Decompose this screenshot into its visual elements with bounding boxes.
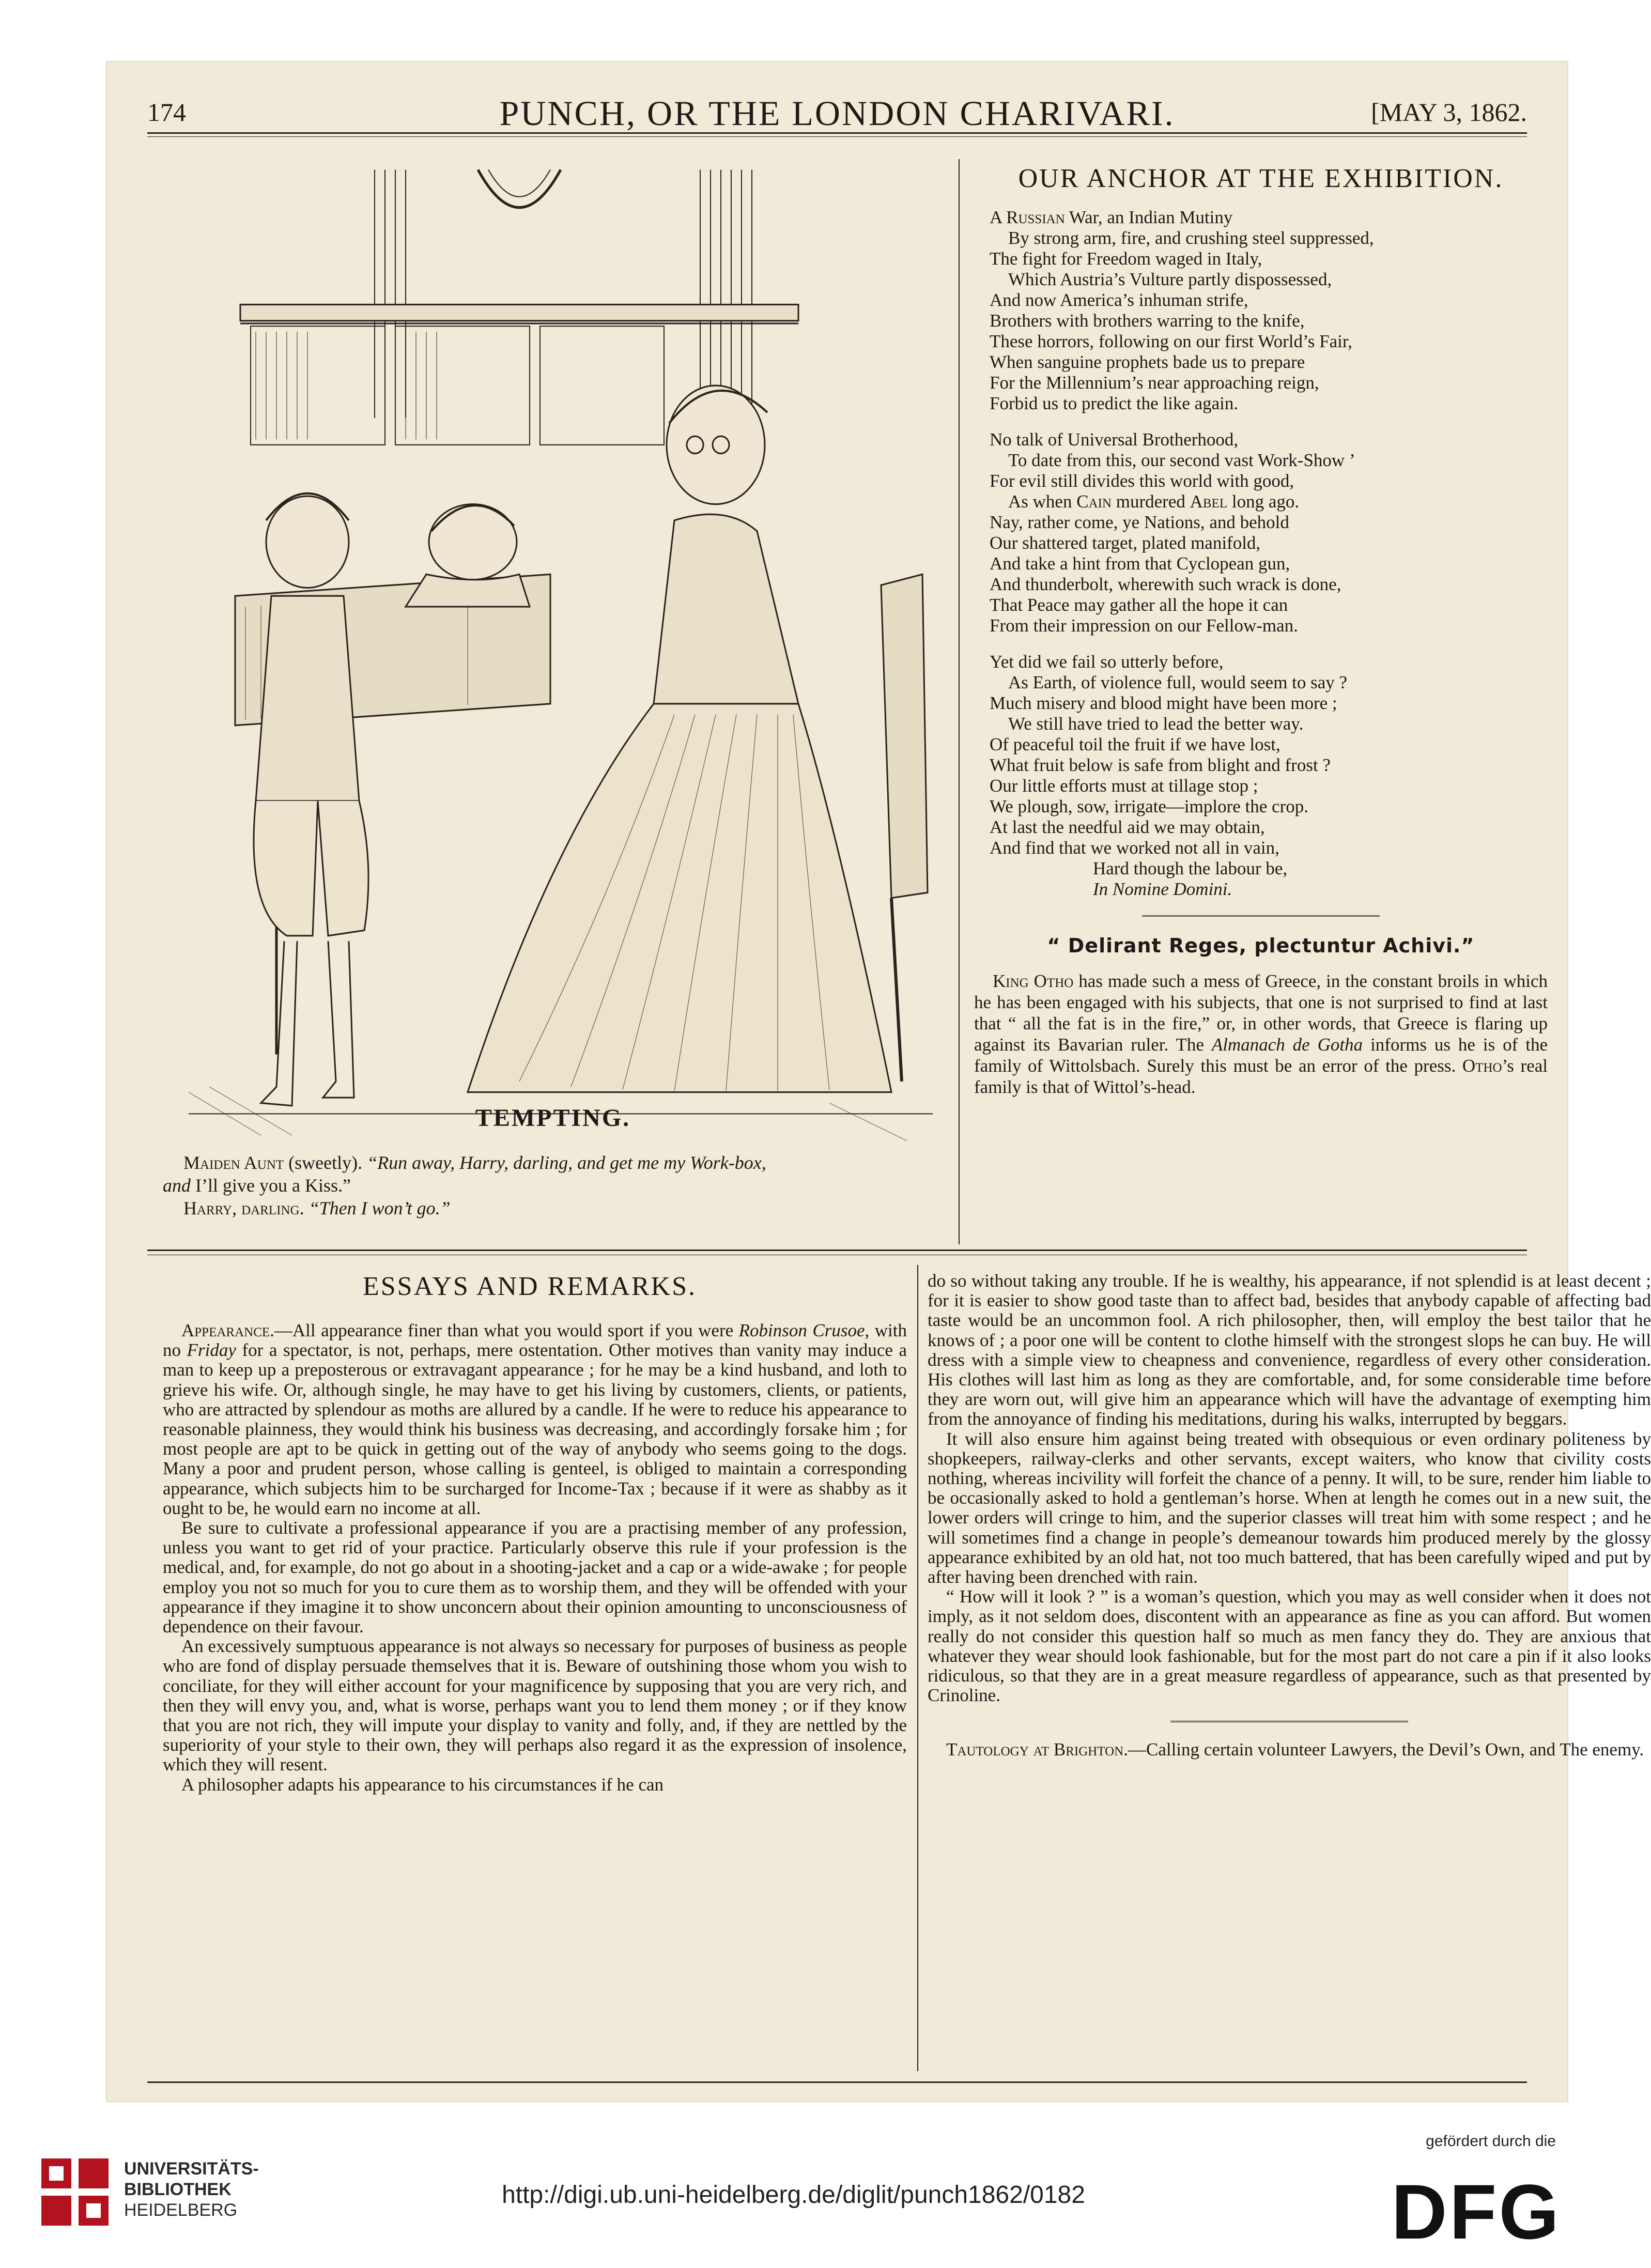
mid-rule	[147, 1249, 1527, 1251]
poem-line-text: These horrors, following on our first World’s Fair,	[990, 331, 1352, 351]
poem-line	[990, 693, 1548, 714]
poem-line-text: What fruit below is safe from blight and frost ?	[990, 755, 1331, 775]
essay-italic: Friday	[187, 1340, 236, 1361]
essay-paragraph: A philosopher adapts his appearance to his circumstances if he can	[181, 1774, 664, 1795]
essay-paragraph: It will also ensure him against being treated with obsequious or even ordinary politeness by shopkeepers, railway-clerks and other servants, except waiters, who know that civility costs nothing, whereas incivility will forfeit the chance of a penny. It will, to be sure, render him liable to be occasionally asked to hold a gentleman’s horse. When at length he comes out in a new suit, the lower orders will cringe to him, and the superior classes will treat him with some respect ; and he will sometimes find a change in people’s demeanour towards him produced merely by the glossy appearance exhibited by an old hat, not too much battered, that has been carefully wiped and put by after having been drenched with rain.	[928, 1428, 1651, 1587]
poem-line-text: And now America’s inhuman strife,	[990, 290, 1248, 310]
poem-line	[990, 352, 1548, 373]
otho-name: Otho	[1462, 1056, 1502, 1076]
poem-line-text: Russian	[1006, 207, 1065, 227]
magazine-page	[106, 61, 1651, 2102]
library-name-line: HEIDELBERG	[124, 2200, 238, 2220]
poem-line-text: Which Austria’s Vulture partly dispossessed,	[1008, 269, 1332, 289]
poem-line	[990, 817, 1548, 838]
poem-line-text: Abel	[1190, 491, 1228, 512]
poem-line-text: That Peace may gather all the hope it can	[990, 595, 1288, 615]
essay-text: for a spectator, is not, perhaps, mere ostentation. Other motives than vanity may induce a man to keep up a preposterous or extravagant appearance ; for he may be a kind husband, and loth to grieve his wife. Or, although single, he may have to get his living by customers, clients, or patients, who are attracted by splendour as moths are allured by a candle. If he were to reduce his appearance to reasonable plainness, they would think his business was decreasing, and accordingly forsake him ; for most people are apt to be quick in getting out of the way of anybody who seems going to the dogs. Many a poor and prudent person, whose calling is genteel, is obliged to maintain a corresponding appearance, which subjects him to be surcharged for Income-Tax ; because if it were as shabby as it ought to be, he would earn no income at all.	[163, 1340, 907, 1518]
poem-line-text: And take a hint from that Cyclopean gun,	[990, 553, 1290, 574]
otho-text-part3: ’s real family is that of Wittol’s-head.	[974, 1056, 1548, 1097]
poem-line	[990, 714, 1548, 734]
poem-line	[990, 249, 1548, 269]
cartoon-title: TEMPTING.	[475, 1104, 631, 1132]
poem-line	[990, 755, 1548, 776]
essay-paragraph: An excessively sumptuous appearance is not always so necessary for purposes of business as people who are fond of display persuade themselves that it is. Beware of outshining those whom you wish to conciliate, for they will either account for your magnificence by supposing that you are very rich, and then they will envy you, and, what is worse, perhaps want you to lend them money ; or if they know that you are not rich, they will impute your display to vanity and folly, and, if they are nettled by the superiority of your style to their own, they will perhaps also regard it as the expression of insolence, which they will resent.	[163, 1636, 907, 1775]
essay-text: , with no	[163, 1320, 907, 1361]
poem-line-text: Yet did we fail so utterly before,	[990, 652, 1224, 672]
library-name-line: UNIVERSITÄTS-	[124, 2159, 259, 2179]
poem-line-text: A	[990, 207, 1007, 227]
poem-line	[990, 311, 1548, 331]
poem-line-text: And find that we worked not all in vain,	[990, 838, 1279, 858]
poem-line	[990, 429, 1548, 450]
poem-line	[990, 858, 1548, 879]
poem-line	[990, 796, 1548, 817]
masthead-title: PUNCH, OR THE LONDON CHARIVARI.	[499, 94, 1175, 133]
poem-line-text: We still have tried to lead the better way.	[1008, 714, 1304, 734]
poem-stanza-3	[990, 652, 1548, 900]
caption-manner: (sweetly).	[284, 1152, 367, 1173]
poem-line-text: No talk of Universal Brotherhood,	[990, 429, 1239, 450]
section-divider	[1142, 915, 1380, 919]
digitization-footer	[0, 2116, 1587, 2268]
tautology-paragraph	[928, 1740, 1651, 1760]
poem-line	[990, 652, 1548, 672]
poem-line	[990, 228, 1548, 249]
cartoon-caption	[163, 1151, 948, 1220]
page-number: 174	[147, 98, 186, 127]
essay-paragraph: “ How will it look ? ” is a woman’s question, which you may as well consider when it does not imply, as it not seldom does, discontent with an appearance as fine as you can afford. But women really do not consider this question half so much as men fancy they do. They are anxious that whatever they wear should look fashionable, but for the most part do not care a pin if it also looks ridiculous, so that they are in a great measure regardless of appearance, such as that presented by Crinoline.	[928, 1586, 1651, 1706]
poem-line-text: Our little efforts must at tillage stop ;	[990, 776, 1258, 796]
poem-line	[990, 533, 1548, 553]
caption-harry-speech: “Then I won’t go.”	[304, 1198, 451, 1218]
poem-line	[990, 574, 1548, 595]
tautology-lead: Tautology at Brighton.	[946, 1739, 1128, 1760]
caption-aunt-speech: “Run away, Harry, darling, and get me my Work-box,	[367, 1152, 766, 1173]
source-url-link[interactable]: http://digi.ub.uni-heidelberg.de/diglit/punch1862/0182	[502, 2181, 1085, 2209]
essays-right-column	[928, 1271, 1651, 1760]
essays-title: ESSAYS AND REMARKS.	[362, 1272, 697, 1301]
caption-aunt-speech-cont: and	[163, 1175, 191, 1196]
poem-line	[990, 331, 1548, 352]
poem-stanza-2	[990, 429, 1548, 636]
poem-line	[990, 553, 1548, 574]
cartoon-illustration	[158, 164, 948, 1146]
poem-line	[990, 672, 1548, 693]
essay-lead: Appearance.	[181, 1320, 274, 1340]
otho-king-name: King Otho	[993, 971, 1074, 991]
poem-title: OUR ANCHOR AT THE EXHIBITION.	[1018, 164, 1504, 193]
essays-left-column	[163, 1321, 907, 1795]
poem-line-text: Nay, rather come, ye Nations, and behold	[990, 512, 1289, 532]
poem-line	[990, 450, 1548, 471]
poem-line	[990, 734, 1548, 755]
poem-line	[990, 595, 1548, 615]
poem-stanza-1	[990, 207, 1548, 414]
essay-paragraph: Be sure to cultivate a professional appearance if you are a practising member of any profession, unless you want to get rid of your practice. Particularly observe this rule if your profession is the medical, and, for example, do not go about in a shooting-jacket and a cap or a wide-awake ; for people employ you not so much for you to cure them as to worship them, and they will be offended with your appearance if they imagine it to show unconcern about their opinion amounting to unconsciousness of dependence on their favour.	[163, 1518, 907, 1637]
poem-line-text: War, an Indian Mutiny	[1064, 207, 1233, 227]
poem-line-text: Of peaceful toil the fruit if we have lost,	[990, 734, 1280, 754]
poem-line-text: At last the needful aid we may obtain,	[990, 817, 1265, 837]
header-rule	[147, 132, 1527, 134]
column-divider-top	[959, 159, 960, 1244]
caption-speaker-aunt: Maiden Aunt	[183, 1152, 284, 1173]
poem-line-text: As Earth, of violence full, would seem to say ?	[1008, 672, 1348, 692]
poem-line-text: When sanguine prophets bade us to prepare	[990, 352, 1305, 372]
poem-line-text: From their impression on our Fellow-man.	[990, 615, 1298, 636]
caption-speaker-harry: Harry, darling.	[183, 1198, 304, 1218]
library-name-line: BIBLIOTHEK	[124, 2180, 232, 2199]
poem-line	[990, 512, 1548, 533]
poem-line	[990, 207, 1548, 228]
essay-paragraph	[163, 1321, 907, 1518]
poem-line-text: In Nomine Domini.	[1093, 879, 1232, 899]
poem-line	[990, 615, 1548, 636]
funded-by-label: gefördert durch die	[1426, 2133, 1556, 2150]
poem-line-text: Hard though the labour be,	[1093, 858, 1288, 878]
poem-line-text: Our shattered target, plated manifold,	[990, 533, 1261, 553]
poem-line-text: Much misery and blood might have been more ;	[990, 693, 1337, 713]
poem-line	[990, 838, 1548, 858]
poem-line-text: To date from this, our second vast Work-Show ’	[1008, 450, 1355, 470]
poem-line	[990, 290, 1548, 311]
caption-aunt-speech-end: I’ll give you a Kiss.”	[191, 1175, 351, 1196]
poem-line	[990, 393, 1548, 414]
otho-article-title: “ Delirant Reges, plectuntur Achivi.”	[1047, 934, 1475, 957]
poem-line	[990, 491, 1548, 512]
tautology-text: —Calling certain volunteer Lawyers, the Devil’s Own, and The enemy.	[1128, 1739, 1644, 1760]
otho-almanach: Almanach de Gotha	[1211, 1035, 1363, 1055]
bottom-rule	[147, 2081, 1527, 2083]
header-rule-thin	[147, 136, 1527, 137]
poem-line-text: Cain	[1076, 491, 1112, 512]
poem-line	[990, 776, 1548, 796]
poem-line-text: murdered	[1112, 491, 1190, 512]
otho-article-text	[974, 970, 1548, 1098]
poem-line-text: By strong arm, fire, and crushing steel suppressed,	[1008, 228, 1374, 248]
poem-line-text: And thunderbolt, wherewith such wrack is done,	[990, 574, 1341, 594]
issue-date: [MAY 3, 1862.	[1371, 98, 1527, 127]
poem-line	[990, 373, 1548, 393]
otho-text-part1: has made such a mess of Greece, in the constant broils in which he has been engaged with his subjects, that one is not surprised to find at last that “ all the fat is in the fire,” or, in other words, that Greece is flaring up against its Bavarian ruler. The	[974, 971, 1548, 1055]
poem-line-text: As when	[1008, 491, 1077, 512]
otho-text-part2: informs us he is of the family of Wittolsbach. Surely this must be an error of the press.	[974, 1035, 1548, 1076]
essay-italic: Robinson Crusoe	[738, 1320, 865, 1340]
poem-line	[990, 269, 1548, 290]
poem-line-text: We plough, sow, irrigate—implore the crop.	[990, 796, 1308, 816]
poem-line	[990, 879, 1548, 900]
essay-paragraph: do so without taking any trouble. If he is wealthy, his appearance, if not splendid is at least decent ; for it is easier to show good taste than to affect bad, besides that anybody capable of affecting bad taste would be an uncommon fool. A rich philosopher, then, will employ the best tailor that he knows of ; a poor one will be content to clothe himself with the strongest slops he can buy. He will dress with a simple view to cheapness and convenience, regardless of every other consideration. His clothes will last him as long as they are comfortable, and, for some considerable time before they are worn out, will give him an appearance which will have the advantage of exempting him from the annoyance of finding his meditations, during his walks, interrupted by beggars.	[928, 1271, 1651, 1429]
poem-line-text: For the Millennium’s near approaching reign,	[990, 373, 1319, 393]
essay-text: —All appearance finer than what you would sport if you were	[274, 1320, 739, 1340]
poem-line-text: Brothers with brothers warring to the knife,	[990, 311, 1305, 331]
poem-line-text: long ago.	[1227, 491, 1300, 512]
column-divider-bottom	[917, 1265, 918, 2071]
dfg-logo: DFG	[1391, 2168, 1561, 2255]
poem-line	[990, 471, 1548, 491]
section-divider	[1170, 1721, 1408, 1724]
poem-line-text: Forbid us to predict the like again.	[990, 393, 1239, 413]
poem-line-text: For evil still divides this world with good,	[990, 471, 1294, 491]
poem-line-text: The fight for Freedom waged in Italy,	[990, 249, 1262, 269]
poem-column	[974, 163, 1548, 1098]
